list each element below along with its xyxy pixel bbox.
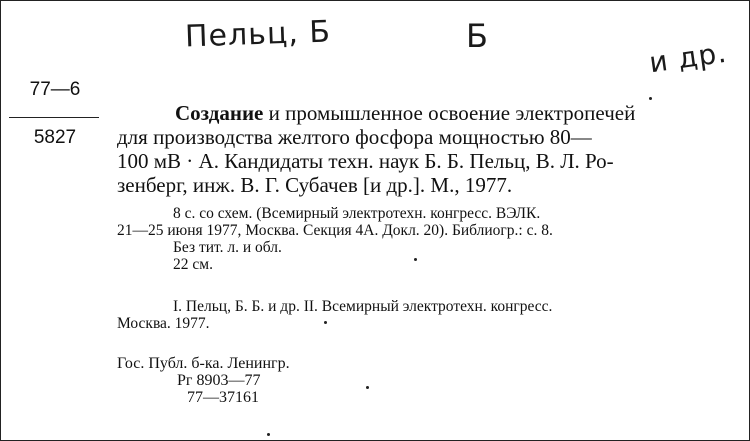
ink-speck bbox=[414, 258, 417, 261]
description-line-4: 22 см. bbox=[173, 256, 213, 273]
description-line-2: 21—25 июня 1977, Москва. Секция 4А. Докл. 20). Библиогр.: с. 8. bbox=[117, 222, 553, 239]
ink-speck bbox=[267, 433, 270, 436]
description-line-1: 8 с. со схем. (Всемирный электротехн. конгресс. ВЭЛК. bbox=[173, 205, 541, 222]
ink-speck bbox=[649, 97, 652, 100]
entry-line-2: для производства желтого фосфора мощностью 80— bbox=[117, 125, 592, 149]
entry-title-bold: Создание bbox=[175, 101, 264, 125]
ink-speck bbox=[324, 321, 327, 324]
holdings-number: 77—37161 bbox=[187, 389, 259, 406]
entry-line-1 bbox=[117, 101, 717, 125]
entry-line-4: зенберг, инж. В. Г. Субачев [и др.]. М., 1977. bbox=[117, 173, 513, 197]
bibliographic-entry bbox=[117, 101, 717, 197]
handwritten-and-others: и др. bbox=[647, 35, 730, 80]
tracings-line-1: I. Пельц, Б. Б. и др. II. Всемирный электротехн. конгресс. bbox=[173, 298, 553, 315]
ink-speck bbox=[366, 386, 369, 389]
handwritten-letter: Б bbox=[466, 17, 489, 55]
physical-description bbox=[117, 205, 717, 273]
description-line-3: Без тит. л. и обл. bbox=[173, 239, 282, 256]
handwritten-author: Пельц, Б bbox=[184, 14, 332, 55]
holdings-shelf: Рг 8903—77 bbox=[177, 372, 261, 389]
call-number-divider bbox=[9, 117, 99, 118]
holdings-library: Гос. Публ. б-ка. Ленингр. bbox=[117, 355, 290, 372]
entry-title-rest: и промышленное освоение электропечей bbox=[263, 101, 636, 125]
call-number-top: 77—6 bbox=[29, 79, 81, 100]
entry-line-3: 100 мВ · А. Кандидаты техн. наук Б. Б. Пельц, В. Л. Ро- bbox=[117, 149, 614, 173]
call-number-bottom: 5827 bbox=[33, 127, 77, 148]
tracings bbox=[117, 298, 717, 332]
tracings-line-2: Москва. 1977. bbox=[117, 315, 210, 332]
holdings-stamp bbox=[117, 355, 290, 406]
